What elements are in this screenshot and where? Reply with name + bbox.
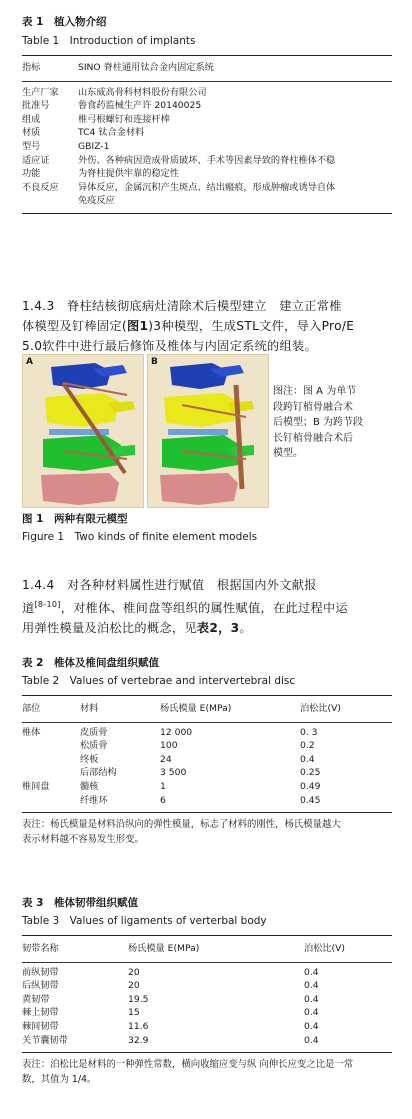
- table1-caption-cn: 表 1 植入物介绍: [22, 16, 107, 28]
- table2-cell: 24: [160, 753, 172, 765]
- table-row: [22, 966, 392, 980]
- spine-model-b-illustration: [148, 355, 268, 507]
- table2-cell: 终板: [80, 753, 99, 765]
- para1-line2-c: )3种模型，生成STL文件，导入Pro/E: [148, 319, 355, 333]
- para2-line3-c: 。: [239, 621, 252, 636]
- table2-header-cell: 部位: [22, 703, 41, 714]
- table2-mid-rule: [22, 722, 392, 723]
- table-row: [22, 86, 392, 100]
- table3-cell: 后纵韧带: [22, 980, 59, 992]
- table2-cell: [22, 766, 80, 780]
- table2-cell: 12 000: [160, 726, 193, 738]
- table2-cell: 0.45: [300, 794, 321, 806]
- table1-cell: 外伤、各种病因造成骨质破坏、手术等因素导致的脊柱椎体不稳: [78, 154, 336, 166]
- table3-cell: 0.4: [304, 993, 319, 1005]
- figure1-image-a: [22, 354, 144, 508]
- para1-line2-a: 体模型及钉棒固定(: [22, 319, 127, 333]
- table-row: [22, 993, 392, 1007]
- table1-cell: TC4 钛合金材料: [78, 127, 145, 139]
- table2-cell: 椎体: [22, 726, 41, 738]
- figure1-note-line: 图注：图 A 为单节: [273, 386, 357, 397]
- spine-model-a-illustration: [23, 355, 143, 507]
- para1-line1: 1.4.3 脊柱结核彻底病灶清除术后模型建立 建立正常椎: [22, 299, 342, 313]
- table1-top-rule: [22, 55, 392, 56]
- table3-body: [22, 966, 392, 1048]
- paragraph-1-4-4: [22, 575, 396, 638]
- table1-cell: 适应证: [22, 154, 50, 166]
- table-row: [22, 1020, 392, 1034]
- table-row: [22, 154, 392, 168]
- table3-note-line: 表注：泊松比是材料的一种弹性常数，横向收缩应变与纵 向伸长应变之比是一常: [22, 1059, 354, 1071]
- table2-cell: [22, 753, 80, 767]
- table-reference: 表2，3: [196, 621, 240, 636]
- table3-cell: 20: [128, 966, 140, 978]
- figure1-note: [273, 384, 403, 462]
- para2-line2-b: ，对椎体、椎间盘等组织的属性赋值，在此过程中运: [60, 601, 348, 616]
- table2-cell: 纤维环: [80, 794, 108, 806]
- table2-cell: 100: [160, 740, 178, 752]
- para2-line2: [22, 595, 396, 618]
- table2-header-cell: 泊松比(V): [300, 703, 342, 714]
- table2-header-row: [22, 702, 392, 716]
- table3-cell: 11.6: [128, 1020, 149, 1032]
- table1-header-cell: SINO 脊柱通用钛合金内固定系统: [78, 62, 214, 73]
- table2-body: [22, 726, 392, 808]
- table1-cell: 山东威高骨科材料股份有限公司: [78, 86, 207, 98]
- table1-cell: 批准号: [22, 100, 50, 112]
- table3-note: [22, 1057, 392, 1087]
- table1-cell: 生产厂家: [22, 86, 59, 98]
- table2-caption-cn: 表 2 椎体及椎间盘组织赋值: [22, 657, 159, 669]
- table2-note-line: 表注：杨氏模量是材料沿纵向的弹性模量，标志了材料的刚性，杨氏模量越大: [22, 819, 341, 831]
- table-row: [22, 167, 392, 181]
- table2-cell: 0.25: [300, 767, 321, 779]
- table-row: [22, 794, 392, 808]
- table2-cell: 髓核: [80, 780, 99, 792]
- table3: [22, 896, 392, 1087]
- table3-cell: 0.4: [304, 980, 319, 992]
- citation-reference: [8-10]: [34, 600, 61, 609]
- table2-cell: 皮质骨: [80, 726, 108, 738]
- table3-cell: 棘间韧带: [22, 1020, 59, 1032]
- table3-bottom-rule: [22, 1052, 392, 1053]
- table2-cell: 1: [160, 780, 166, 792]
- table2-cell: 松质骨: [80, 740, 108, 752]
- table2-caption-en: Table 2 Values of vertebrae and intervertebral disc: [22, 675, 296, 687]
- table1-header-cell: 指标: [22, 62, 41, 73]
- table1-cell: GBIZ-1: [78, 140, 110, 152]
- para1-line3: 5.0软件中进行最后修饰及椎体与内固定系统的组装。: [22, 339, 318, 353]
- figure1-note-line: 后模型；B 为跨节段: [273, 417, 364, 428]
- table3-header-cell: 韧带名称: [22, 943, 59, 954]
- table1-mid-rule: [22, 81, 392, 82]
- table1-cell: 为脊柱提供牢靠的稳定性: [78, 168, 180, 180]
- table3-cell: 关节囊韧带: [22, 1034, 68, 1046]
- table3-cell: 0.4: [304, 1020, 319, 1032]
- para2-line2-a: 道: [22, 601, 35, 616]
- table-row: [22, 739, 392, 753]
- figure1-note-line: 段跨钉植骨融合术: [273, 401, 353, 413]
- table3-cell: 黄韧带: [22, 993, 50, 1005]
- table-row: [22, 99, 392, 113]
- table3-cell: 0.4: [304, 1007, 319, 1019]
- table2-cell: 0. 3: [300, 726, 318, 738]
- table3-mid-rule: [22, 962, 392, 963]
- figure1-note-line: 模型。: [273, 448, 303, 459]
- table-row: [22, 1034, 392, 1048]
- table-row: [22, 181, 392, 195]
- para2-line3-a: 用弹性模量及泊松比的概念，见: [22, 621, 197, 636]
- table2-cell: 6: [160, 794, 166, 806]
- figure1-caption-en: Figure 1 Two kinds of finite element models: [22, 531, 258, 543]
- table1-caption-en: Table 1 Introduction of implants: [22, 35, 196, 47]
- table1-grid: [22, 61, 392, 75]
- para2-line1: 1.4.4 对各种材料属性进行赋值 根据国内外文献报: [22, 578, 317, 592]
- table3-cell: 前纵韧带: [22, 966, 59, 978]
- table-row: [22, 140, 392, 154]
- table-row: [22, 753, 392, 767]
- table3-header-cell: 杨氏模量 E(MPa): [128, 943, 200, 954]
- table3-caption-en: Table 3 Values of ligaments of verterbal body: [22, 915, 267, 927]
- table3-cell: 0.4: [304, 966, 319, 978]
- table2-bottom-rule: [22, 812, 392, 813]
- table1: [22, 15, 392, 214]
- table1-body: [22, 86, 392, 208]
- table2: [22, 656, 392, 847]
- table2-note: [22, 817, 392, 847]
- table2-cell: 0.49: [300, 780, 321, 792]
- table3-note-line: 数，其值为 1/4。: [22, 1074, 97, 1086]
- table1-cell: 组成: [22, 113, 41, 125]
- table1-cell: 材质: [22, 127, 41, 139]
- table3-cell: 棘上韧带: [22, 1007, 59, 1019]
- table3-cell: 15: [128, 1007, 140, 1019]
- table1-cell: 型号: [22, 140, 41, 152]
- table1-cell: [22, 194, 78, 208]
- table2-top-rule: [22, 695, 392, 696]
- table2-header-cell: 材料: [80, 703, 99, 714]
- table2-note-line: 表示材料越不容易发生形变。: [22, 834, 144, 846]
- table-row: [22, 1006, 392, 1020]
- table3-cell: 0.4: [304, 1034, 319, 1046]
- table2-cell: 后部结构: [80, 767, 117, 779]
- figure1-reference: 图1: [126, 319, 149, 333]
- figure1-label-a: A: [26, 357, 33, 367]
- table2-header-cell: 杨氏模量 E(MPa): [160, 703, 232, 714]
- paragraph-1-4-3: [22, 296, 396, 356]
- table2-cell: [22, 739, 80, 753]
- para2-line3: [22, 618, 396, 638]
- table-row: [22, 126, 392, 140]
- table1-cell: 椎弓根螺钉和连接杆棒: [78, 113, 170, 125]
- table1-cell: 功能: [22, 168, 41, 180]
- table-row: [22, 766, 392, 780]
- table3-cell: 19.5: [128, 993, 149, 1005]
- table3-cell: 32.9: [128, 1034, 149, 1046]
- table1-cell: 不良反应: [22, 181, 59, 193]
- table2-cell: 椎间盘: [22, 780, 50, 792]
- table2-cell: 0.4: [300, 753, 315, 765]
- table-row: [22, 979, 392, 993]
- table3-grid: [22, 942, 392, 956]
- table-row: [22, 726, 392, 740]
- table1-bottom-rule: [22, 213, 392, 214]
- table1-cell: 鲁食药监械生产许 20140025: [78, 100, 202, 112]
- figure1-note-line: 长钉植骨融合术后: [273, 432, 353, 444]
- figure1-label-b: B: [151, 357, 158, 367]
- table1-cell: 免疫反应: [78, 195, 115, 207]
- table3-caption-cn: 表 3 椎体韧带组织赋值: [22, 897, 138, 909]
- table2-cell: 3 500: [160, 767, 187, 779]
- table-row: [22, 780, 392, 794]
- table2-grid: [22, 702, 392, 716]
- table3-cell: 20: [128, 980, 140, 992]
- figure1-caption-cn: 图 1 两种有限元模型: [22, 513, 128, 525]
- table3-header-cell: 泊松比(V): [304, 943, 346, 954]
- table1-header-row: [22, 61, 392, 75]
- figure1-image-b: [147, 354, 269, 508]
- table2-cell: 0.2: [300, 740, 315, 752]
- table3-top-rule: [22, 935, 392, 936]
- table-row: [22, 113, 392, 127]
- table2-cell: [22, 794, 80, 808]
- table1-cell: 异体反应，金属沉积产生斑点、结出瘢痕，形成肿瘤或诱导自体: [78, 181, 336, 193]
- table-row: [22, 194, 392, 208]
- table3-header-row: [22, 942, 392, 956]
- para1-line2: [22, 316, 396, 336]
